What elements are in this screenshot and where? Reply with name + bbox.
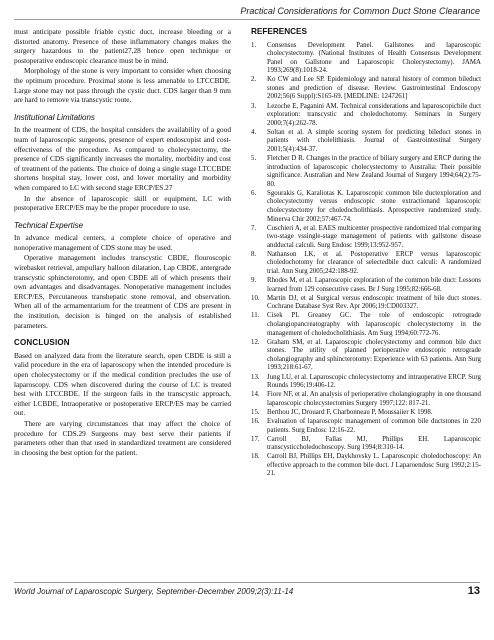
reference-item xyxy=(251,155,481,189)
paragraph: In the absence of laparoscopic skill or equipment, LC with postoperative ERCP/ES may be the proper procedure to use. xyxy=(14,193,231,213)
references-heading: REFERENCES xyxy=(251,27,307,36)
reference-item xyxy=(251,42,481,76)
reference-item xyxy=(251,76,481,102)
reference-item xyxy=(251,129,481,155)
reference-number: 7. xyxy=(251,224,257,232)
reference-number: 4. xyxy=(251,128,257,136)
reference-number: 11. xyxy=(251,312,260,320)
reference-text: Martin DJ, et al Surgical versus endoscopic treatment of bile duct stones. Cochrane Database Syst Rev. Apr 2006;19:CD003327. xyxy=(267,294,481,311)
reference-text: Jung LU, et al. Laparoscopic cholecystectomy and intraoperative ERCP. Surg Rounds 1996;19:406-12. xyxy=(267,373,481,390)
reference-text: Cisek PL Greaney GC. The role of endoscopic retrograde cholangiopancreatography with laparoscopic cholecystectomy in the management of choledocholithiasis. Am Surg 1994;60:772-76. xyxy=(267,312,481,337)
reference-item xyxy=(251,339,481,373)
reference-text: Carroll BJ, Fallas MJ, Phillips EH. Laparoscopic transcysticcholedochoscopy. Surg 1994;8:310-14. xyxy=(267,435,481,452)
reference-text: Fiore NF, et al. An analysis of perioperative cholangiography in one thousand laparoscopic cholecystectomies Surgery 1997;122: 817-21. xyxy=(267,391,481,407)
section-heading-institutional: Institutional Limitations xyxy=(14,112,95,122)
reference-number: 17. xyxy=(251,435,260,443)
header-rule xyxy=(14,19,480,20)
paragraph: Morphology of the stone is very important to consider when choosing the optimum procedure. Proximal stone is less amenable to LTCCBDE. Large stone may not pass through the cystic duct. CDS larger than 9 mm are hard to remove via transcystic route. xyxy=(14,66,231,105)
reference-item xyxy=(251,418,481,435)
paragraph: In advance medical centers, a complete choice of operative and nonoperative management of CDS stone may be used. xyxy=(14,233,231,252)
reference-item xyxy=(251,295,481,312)
reference-number: 8. xyxy=(251,250,257,258)
reference-item xyxy=(251,103,481,129)
right-column xyxy=(251,27,481,480)
reference-text: Graham SM, et al. Laparoscopic cholecystectomy and common bile duct stones. The utility of planned perioperative endoscopic retrograde cholangiography and sphincterotomy: Experience with 63 patients. Ann Surg 1993;218:61-67. xyxy=(267,338,481,372)
section-heading-technical: Technical Expertise xyxy=(14,220,84,230)
reference-text: Nathanson LK, et al. Postoperative ERCP versus laparoscopic choledochotomy for clearance of selectedbile duct calculi: A randomized trial. Ann Surg 2005;242:188-92. xyxy=(267,250,481,275)
reference-text: Evaluation of laparoscopic management of common bile ductstones in 220 patients. Surg Endosc 12:16-22. xyxy=(267,418,481,434)
reference-text: Carroll BJ, Phillips EH, Daykhovsky L. Laparoscopic choledochoscopy: An effective approach to the common bile duct. J Laparoendosc Surg 1992;2:15-21. xyxy=(267,453,481,478)
paragraph: Based on analyzed data from the literature search, open CBDE is still a valid procedure in the era of laparoscopy when the intended procedure is open cholecystectomy or if the medical condition precludes the use of laparoscopy. CDS when discovered during the course of LC is treated best with LTCCBDE. If the surgeon fails in the transcystic approach, either LCBDE, Intraoperative or postoperative ERCP/ES may be carried out. xyxy=(14,350,231,418)
reference-item xyxy=(251,251,481,277)
reference-number: 14. xyxy=(251,391,260,399)
paragraph: must anticipate possible friable cystic duct, increase bleeding or a distorted anatomy. Presence of these inflammatory changes makes the surgery hazardous to the patient27,28 hence open technique or postoperative endoscopic clearance must be in mind. xyxy=(14,27,231,65)
reference-number: 6. xyxy=(251,189,257,197)
paragraph: In the treatment of CDS, the hospital considers the availability of a good team of laparoscopic surgeons, presence of expert endoscopist and cost-effectiveness of the procedure. As compared to cholecystectomy, the presence of CDS significantly increases the mortality, morbidity and cost of treatment of the patients. The choice of doing a single stage LTCCBDE shortens hospital stay, lower cost, and lower mortality and morbidity when compared to LC with second stage ERCP/ES.27 xyxy=(14,125,231,192)
reference-text: Berthou JC, Drouard F, Charbonneau P, Moussaiier K 1998. xyxy=(267,408,433,416)
reference-item xyxy=(251,190,481,224)
reference-number: 15. xyxy=(251,408,260,416)
reference-number: 3. xyxy=(251,102,257,110)
reference-item xyxy=(251,225,481,251)
reference-text: Consensus Development Panel. Gallstones and laparoscopic cholecystectomy. (National Institutes of Health Consensus Development Panel on Gallstone and Laparoscopic Cholecystectomy). JAMA 1993;269(8):1018-24. xyxy=(267,41,481,75)
section-heading-conclusion: CONCLUSION xyxy=(14,338,70,348)
reference-text: Lezoche E, Paganini AM. Technical considerations and laparoscopicbile duct exploration: transcystic and choledochotomy. Seminars in Surgery 2000;7(4):262-78. xyxy=(267,102,481,127)
reference-item xyxy=(251,453,481,479)
page-number: 13 xyxy=(467,585,480,597)
paragraph: There are varying circumstances that may affect the choice of procedure for CDS.29 Surgeons may best serve their patients if parameters other than that used in standardized treatment are considered in choosing the best option for the patient. xyxy=(14,418,231,457)
reference-number: 10. xyxy=(251,294,260,302)
reference-list xyxy=(251,42,481,479)
reference-number: 5. xyxy=(251,155,257,163)
reference-number: 2. xyxy=(251,76,257,84)
reference-number: 13. xyxy=(251,373,260,381)
running-header: Practical Considerations for Common Duct Stone Clearance xyxy=(240,6,480,16)
reference-number: 9. xyxy=(251,277,257,285)
reference-item xyxy=(251,391,481,408)
reference-text: Cuschieri A, et al. EAES multicenter prospective randomized trial comparing two-stage vssingle-stage management of patients with gallstone disease andductal calculi. Surg Endosc 1999;13:952-957. xyxy=(267,224,481,249)
reference-item xyxy=(251,277,481,294)
reference-item xyxy=(251,312,481,338)
left-column xyxy=(14,27,231,458)
reference-item xyxy=(251,436,481,453)
reference-item xyxy=(251,374,481,391)
reference-text: Ko CW and Lee SP. Epidemiology and natural history of common bileduct stones and prediction of disease. Review. Gastrointestinal Endoscopy 2002;56(6 Suppl):S165-69. [MEDLINE: 1247261] xyxy=(267,76,481,101)
reference-item xyxy=(251,409,481,418)
reference-text: Rhodes M, et al. Laparoscopic exploration of the common bile duct: Lessons learned from 129 consecutive cases. Br J Surg 1995;82:666-68. xyxy=(267,277,481,293)
footer-rule xyxy=(14,582,480,583)
reference-number: 16. xyxy=(251,418,260,426)
reference-number: 18. xyxy=(251,453,260,461)
journal-footer: World Journal of Laparoscopic Surgery, September-December 2009;2(3):11-14 xyxy=(14,587,294,596)
reference-number: 1. xyxy=(251,41,257,49)
reference-text: Sgourakis G, Karaliotas K. Laparoscopic common bile ductexploration and cholecystectomy versus endoscopic stone extractionand laparoscopic cholecystectomy for choledocholithiasis. Aprospective randomized study. Minerva Chir 2002;57:467-74. xyxy=(267,189,481,223)
reference-text: Fletcher D R. Changes in the practice of biliary surgery and ERCP during the introduction of laparoscopic cholecystectomy to Australia: Their possible significance. Australian and New Zealand Journal of Surgery 1994;64(2):75-80. xyxy=(267,155,481,188)
reference-text: Soltan et al. A simple scoring system for predicting bileduct stones in patients with cholelithiasis. Journal of Gastrointestinal Surgery 2001;5(4):434-37. xyxy=(267,128,481,153)
reference-number: 12. xyxy=(251,338,260,346)
paragraph: Operative management includes transcystic CBDE, flouroscopic wirebasket retrieval, ampullary balloon dilatation, Lap CBDE, antergrade transcystic sphincterotomy, and open CBDE all of which presents their own advantages and disadvantages. Nonoperative management includes ERCP/ES, Percutaneous transhepatic stone removal, and observation. When all of the armamentarium for the treatment of CDS are present in the institution, decision is hinged on the analysis of established parameters. xyxy=(14,253,231,330)
